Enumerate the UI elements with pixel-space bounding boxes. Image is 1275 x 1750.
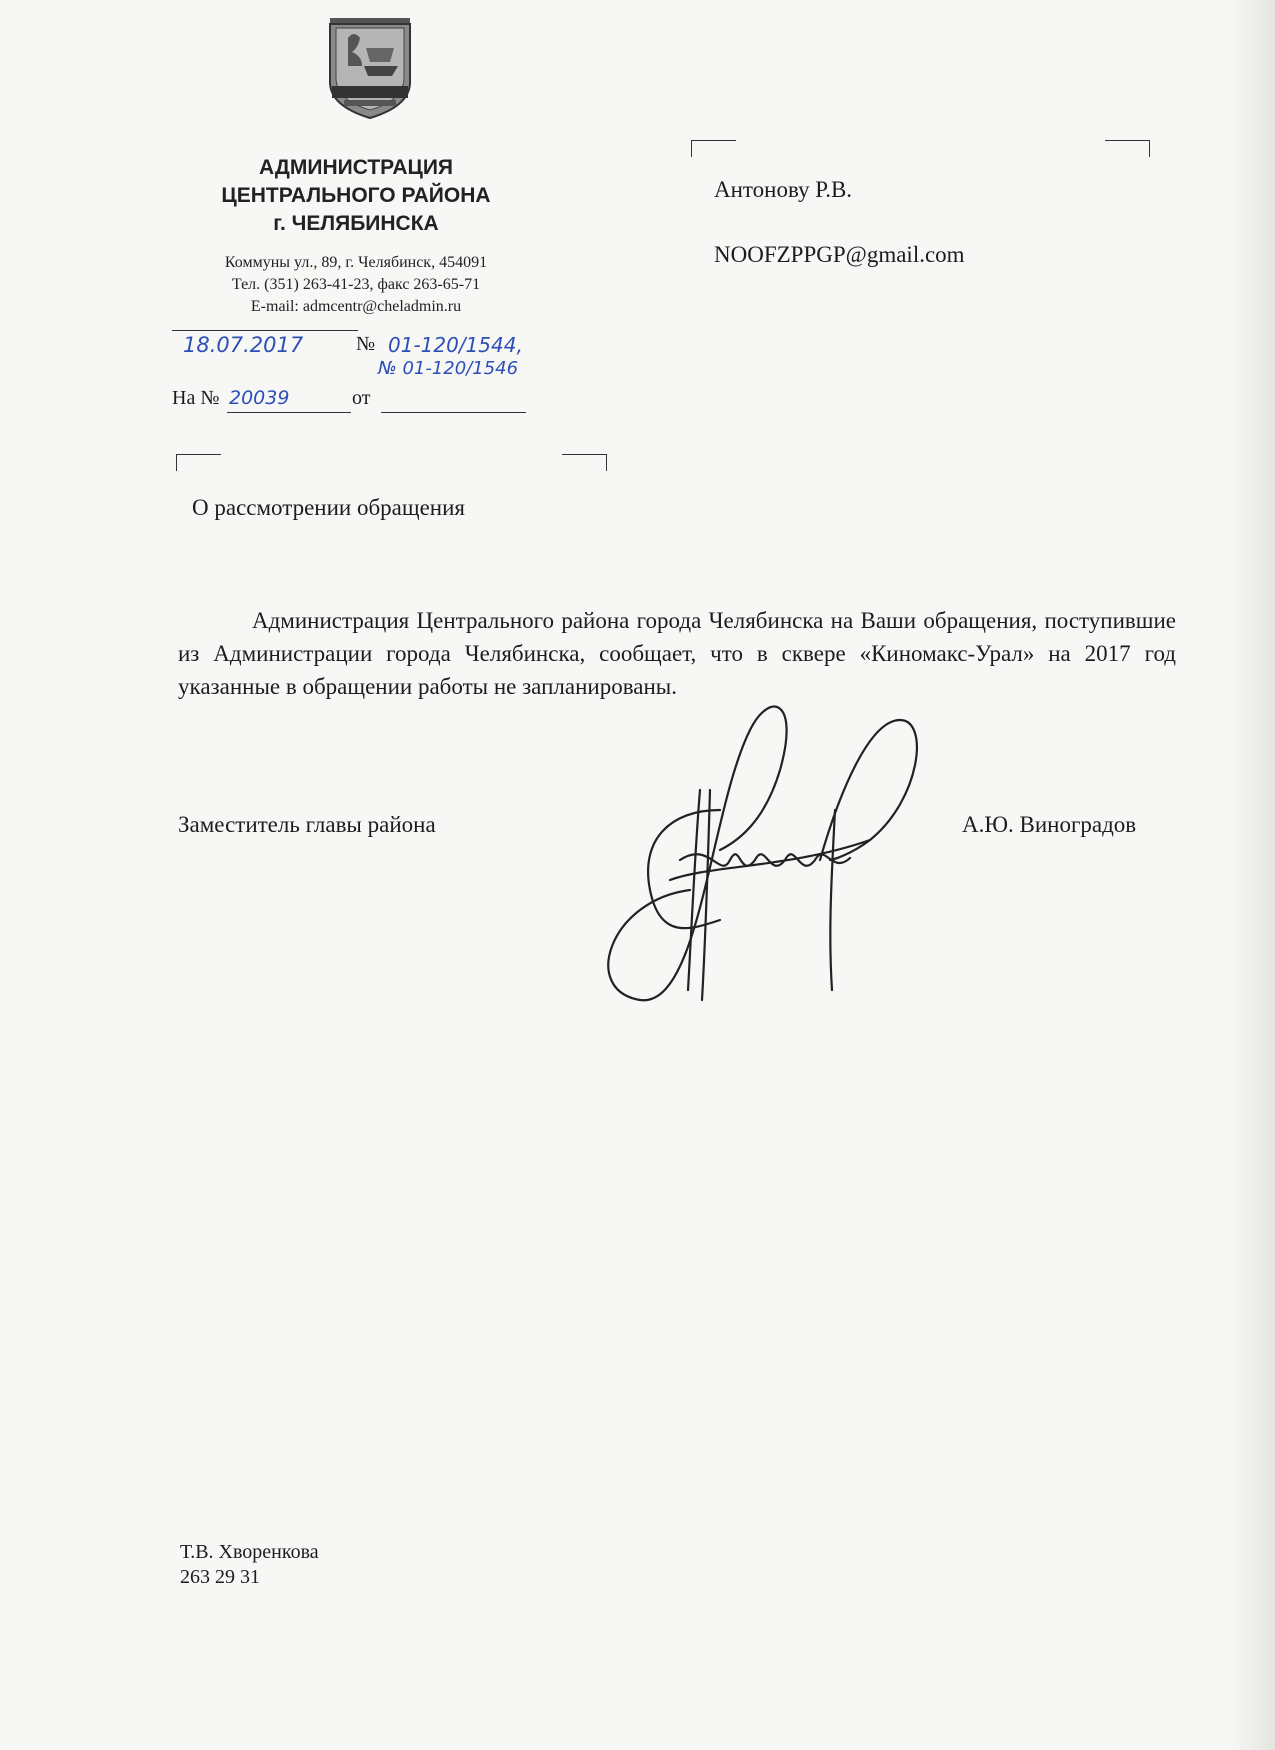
recipient-name: Антонову Р.В. <box>714 177 853 202</box>
signatory-name: А.Ю. Виноградов <box>962 812 1137 837</box>
reference-number-line <box>227 412 351 413</box>
registration-number-second: № 01-120/1546 <box>378 358 519 379</box>
signatory-position: Заместитель главы района <box>178 812 436 837</box>
letter-body: Администрация Центрального района города Челябинска на Ваши обращения, поступившие из Администрации города Челябинска, сообщает, что в сквере «Киномакс-Урал» на 2017 год указанные в обращении работы не запланированы. <box>178 608 1176 699</box>
organization-title-line: АДМИНИСТРАЦИЯ <box>258 156 454 179</box>
recipient-corner-left <box>691 140 736 157</box>
letter-subject: О рассмотрении обращения <box>192 495 465 520</box>
reference-label: На № <box>172 387 220 409</box>
recipient-email: NOOFZPPGP@gmail.com <box>714 242 965 267</box>
subject-corner-right <box>562 454 607 471</box>
organization-phone: Тел. (351) 263-41-23, факс 263-65-71 <box>231 276 481 293</box>
organization-title-line: ЦЕНТРАЛЬНОГО РАЙОНА <box>221 184 491 207</box>
executor-name: Т.В. Хворенкова <box>180 1541 319 1563</box>
subject-corner-left <box>176 454 221 471</box>
handwritten-signature <box>570 690 950 1010</box>
recipient-corner-right <box>1105 140 1150 157</box>
organization-contacts <box>170 252 542 318</box>
organization-title <box>170 154 542 238</box>
reference-from-label: от <box>352 387 371 409</box>
reference-number: 20039 <box>229 387 290 409</box>
coat-of-arms-emblem <box>308 8 434 120</box>
organization-email: E-mail: admcentr@cheladmin.ru <box>250 298 462 315</box>
registration-date-line <box>172 330 358 331</box>
registration-number-label: № <box>356 333 376 355</box>
registration-date: 18.07.2017 <box>183 333 304 357</box>
page-edge-shadow <box>1228 0 1275 1750</box>
organization-address: Коммуны ул., 89, г. Челябинск, 454091 <box>224 254 488 271</box>
organization-title-line: г. ЧЕЛЯБИНСКА <box>273 212 439 235</box>
executor-phone: 263 29 31 <box>180 1566 260 1588</box>
executor-block <box>180 1540 319 1590</box>
reference-date-line <box>381 412 526 413</box>
registration-number: 01-120/1544, <box>388 333 523 357</box>
